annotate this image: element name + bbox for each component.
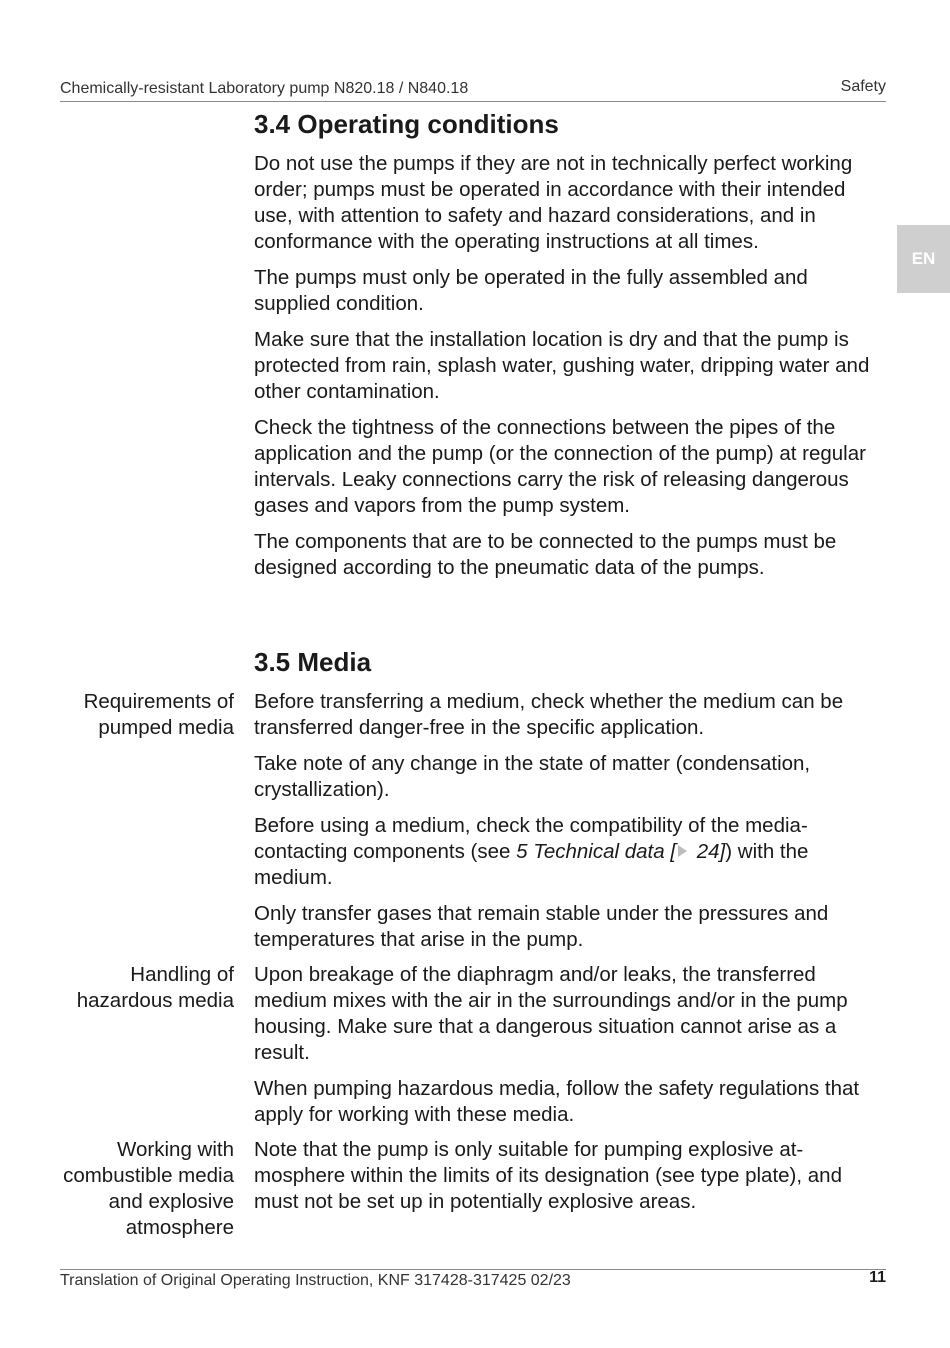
paragraph-compatibility xyxy=(254,813,882,891)
paragraph: The components that are to be connected to the pumps must be designed according to the pneumatic data of the pumps. xyxy=(254,530,837,579)
paragraph: Take note of any change in the state of matter (condensation, crystallization). xyxy=(254,752,811,801)
running-header-title: Chemically-resistant Laboratory pump N820.18 / N840.18 xyxy=(60,80,469,97)
paragraph: Before transferring a medium, check whether the medium can be transferred danger-free in the specific application. xyxy=(254,690,844,739)
link-page: 24] xyxy=(691,840,726,863)
section-heading-media: 3.5 Media xyxy=(254,647,372,677)
text-run: Before using a medium, check the compatibility of the media-contacting components (see xyxy=(254,814,808,863)
paragraph: Only transfer gases that remain stable under the pressures and temperatures that arise in the pump. xyxy=(254,902,829,951)
footer-document-id: Translation of Original Operating Instruction, KNF 317428-317425 02/23 xyxy=(60,1272,571,1289)
requirements-body xyxy=(254,689,882,963)
paragraph: The pumps must only be operated in the fully assembled and supplied condition. xyxy=(254,266,808,315)
operating-conditions-body xyxy=(254,151,882,591)
paragraph: Check the tightness of the connections between the pipes of the application and the pump (or the connection of the pump) at regular intervals. Leaky connections carry the risk of releasing dangerous gases and vapors from the pump system. xyxy=(254,416,866,517)
paragraph: Upon breakage of the diaphragm and/or leaks, the transferred medium mixes with the air in the surroundings and/or in the pump housing. Make sure that a dangerous situation cannot arise as a result. xyxy=(254,963,848,1064)
running-header-chapter: Safety xyxy=(840,78,886,95)
hazardous-body xyxy=(254,962,882,1138)
page-reference-arrow-icon xyxy=(678,845,687,857)
paragraph: Note that the pump is only suitable for pumping explosive atmosphere within the limits of its designation (see type plate), and must not be set up in potentially explosive areas. xyxy=(254,1138,842,1213)
header-divider xyxy=(60,101,886,102)
combustible-body xyxy=(254,1137,882,1225)
margin-label-combustible: Working with combustible media and explosive atmosphere xyxy=(63,1138,234,1239)
text-run: ) with the medium. xyxy=(254,840,809,889)
page-number: 11 xyxy=(869,1269,886,1286)
paragraph: Make sure that the installation location is dry and that the pump is protected from rain, splash water, gushing water, dripping water and other contamination. xyxy=(254,328,870,403)
paragraph: When pumping hazardous media, follow the safety regulations that apply for working with these media. xyxy=(254,1077,860,1126)
footer-divider xyxy=(60,1269,886,1270)
section-heading-operating-conditions: 3.4 Operating conditions xyxy=(254,109,559,139)
cross-reference-link[interactable] xyxy=(516,840,725,863)
margin-label-requirements: Requirements of pumped media xyxy=(83,690,234,739)
margin-label-hazardous: Handling of hazardous media xyxy=(76,963,234,1012)
paragraph: Do not use the pumps if they are not in technically perfect working order; pumps must be operated in accordance with their intended use, with attention to safety and hazard considerations, and in conformance with the operating instructions at all times. xyxy=(254,152,853,253)
language-tab: EN xyxy=(897,225,950,293)
link-text: 5 Technical data [ xyxy=(516,840,677,863)
